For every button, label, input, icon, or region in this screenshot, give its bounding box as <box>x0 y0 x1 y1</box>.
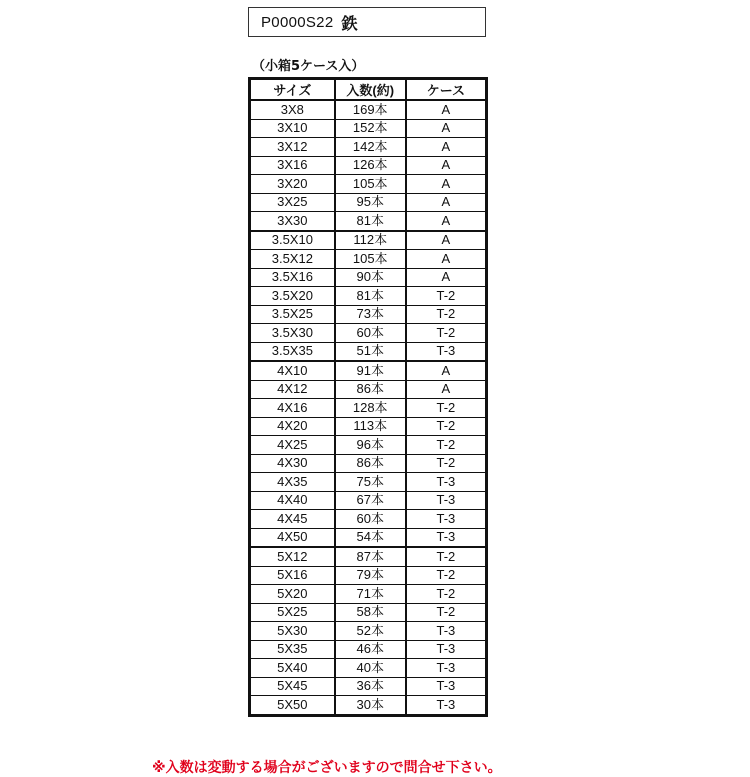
quantity-cell: 54本 <box>335 528 406 547</box>
case-cell: T-2 <box>406 399 487 418</box>
table-row <box>250 119 487 138</box>
case-cell: T-3 <box>406 491 487 510</box>
case-cell: T-3 <box>406 528 487 547</box>
table-row <box>250 361 487 380</box>
size-cell: 4X25 <box>250 436 335 455</box>
quantity-cell: 126本 <box>335 156 406 175</box>
size-cell: 5X30 <box>250 622 335 641</box>
case-cell: A <box>406 268 487 287</box>
case-cell: A <box>406 361 487 380</box>
quantity-cell: 142本 <box>335 138 406 157</box>
quantity-cell: 87本 <box>335 547 406 566</box>
size-cell: 5X50 <box>250 696 335 716</box>
case-cell: A <box>406 175 487 194</box>
case-cell: T-3 <box>406 622 487 641</box>
size-cell: 4X45 <box>250 510 335 529</box>
quantity-cell: 105本 <box>335 250 406 269</box>
table-row <box>250 454 487 473</box>
case-cell: T-3 <box>406 696 487 716</box>
table-row <box>250 156 487 175</box>
packaging-caption: （小箱5ケース入） <box>252 59 365 74</box>
table-row <box>250 491 487 510</box>
case-cell: A <box>406 231 487 250</box>
case-cell: A <box>406 380 487 399</box>
table-row <box>250 175 487 194</box>
quantity-cell: 36本 <box>335 677 406 696</box>
size-cell: 4X16 <box>250 399 335 418</box>
quantity-cell: 58本 <box>335 603 406 622</box>
table-row <box>250 622 487 641</box>
table-row <box>250 696 487 716</box>
case-cell: T-2 <box>406 305 487 324</box>
table-row <box>250 473 487 492</box>
size-cell: 4X10 <box>250 361 335 380</box>
case-cell: A <box>406 119 487 138</box>
quantity-cell: 52本 <box>335 622 406 641</box>
table-row <box>250 231 487 250</box>
case-cell: T-2 <box>406 454 487 473</box>
table-row <box>250 436 487 455</box>
case-cell: T-3 <box>406 510 487 529</box>
size-cell: 3X20 <box>250 175 335 194</box>
table-row <box>250 417 487 436</box>
quantity-cell: 81本 <box>335 287 406 306</box>
table-row <box>250 640 487 659</box>
size-cell: 4X50 <box>250 528 335 547</box>
size-cell: 3X10 <box>250 119 335 138</box>
table-row <box>250 287 487 306</box>
case-cell: T-2 <box>406 603 487 622</box>
table-header-row <box>250 79 487 101</box>
table-row <box>250 100 487 119</box>
size-cell: 4X35 <box>250 473 335 492</box>
size-cell: 4X30 <box>250 454 335 473</box>
size-cell: 5X45 <box>250 677 335 696</box>
case-cell: T-2 <box>406 287 487 306</box>
quantity-cell: 86本 <box>335 454 406 473</box>
quantity-cell: 128本 <box>335 399 406 418</box>
case-cell: T-2 <box>406 417 487 436</box>
quantity-cell: 96本 <box>335 436 406 455</box>
quantity-cell: 40本 <box>335 659 406 678</box>
table-row <box>250 585 487 604</box>
quantity-cell: 60本 <box>335 324 406 343</box>
case-cell: T-2 <box>406 585 487 604</box>
table-row <box>250 324 487 343</box>
size-cell: 3.5X10 <box>250 231 335 250</box>
size-cell: 3X30 <box>250 212 335 231</box>
case-cell: T-3 <box>406 677 487 696</box>
header-quantity: 入数(約) <box>335 79 406 101</box>
quantity-cell: 95本 <box>335 193 406 212</box>
size-cell: 3.5X35 <box>250 342 335 361</box>
case-cell: A <box>406 212 487 231</box>
quantity-cell: 46本 <box>335 640 406 659</box>
case-cell: T-3 <box>406 342 487 361</box>
case-cell: T-3 <box>406 659 487 678</box>
quantity-cell: 67本 <box>335 491 406 510</box>
table-row <box>250 193 487 212</box>
quantity-cell: 169本 <box>335 100 406 119</box>
size-cell: 4X40 <box>250 491 335 510</box>
size-cell: 5X35 <box>250 640 335 659</box>
product-header <box>248 7 486 37</box>
size-cell: 4X12 <box>250 380 335 399</box>
case-cell: T-3 <box>406 473 487 492</box>
quantity-cell: 91本 <box>335 361 406 380</box>
case-cell: A <box>406 193 487 212</box>
table-row <box>250 138 487 157</box>
table-row <box>250 677 487 696</box>
quantity-cell: 73本 <box>335 305 406 324</box>
table-row <box>250 305 487 324</box>
quantity-cell: 90本 <box>335 268 406 287</box>
case-cell: T-2 <box>406 566 487 585</box>
table-row <box>250 342 487 361</box>
table-row <box>250 603 487 622</box>
table-row <box>250 268 487 287</box>
size-cell: 3.5X16 <box>250 268 335 287</box>
product-code: P0000S22 <box>261 13 334 31</box>
quantity-cell: 105本 <box>335 175 406 194</box>
quantity-cell: 51本 <box>335 342 406 361</box>
size-cell: 3X12 <box>250 138 335 157</box>
size-cell: 3X8 <box>250 100 335 119</box>
quantity-cell: 79本 <box>335 566 406 585</box>
case-cell: T-2 <box>406 324 487 343</box>
quantity-note: ※入数は変動する場合がございますので問合せ下さい。 <box>152 760 502 776</box>
quantity-cell: 112本 <box>335 231 406 250</box>
size-cell: 5X25 <box>250 603 335 622</box>
size-cell: 5X16 <box>250 566 335 585</box>
table-row <box>250 380 487 399</box>
table-row <box>250 547 487 566</box>
quantity-cell: 152本 <box>335 119 406 138</box>
size-cell: 3X25 <box>250 193 335 212</box>
table-body <box>250 100 487 715</box>
size-cell: 3.5X30 <box>250 324 335 343</box>
case-cell: T-2 <box>406 436 487 455</box>
quantity-cell: 86本 <box>335 380 406 399</box>
size-cell: 5X12 <box>250 547 335 566</box>
table-row <box>250 510 487 529</box>
size-cell: 3.5X20 <box>250 287 335 306</box>
case-cell: T-2 <box>406 547 487 566</box>
size-cell: 3.5X12 <box>250 250 335 269</box>
size-cell: 5X40 <box>250 659 335 678</box>
spec-table <box>248 77 488 717</box>
size-cell: 3X16 <box>250 156 335 175</box>
table-row <box>250 212 487 231</box>
table-row <box>250 250 487 269</box>
quantity-cell: 75本 <box>335 473 406 492</box>
table-row <box>250 566 487 585</box>
quantity-cell: 113本 <box>335 417 406 436</box>
case-cell: A <box>406 138 487 157</box>
table-row <box>250 659 487 678</box>
quantity-cell: 30本 <box>335 696 406 716</box>
quantity-cell: 71本 <box>335 585 406 604</box>
size-cell: 3.5X25 <box>250 305 335 324</box>
material-label: 鉄 <box>341 13 358 33</box>
case-cell: A <box>406 100 487 119</box>
case-cell: T-3 <box>406 640 487 659</box>
table-row <box>250 399 487 418</box>
table-row <box>250 528 487 547</box>
header-case: ケース <box>406 79 487 101</box>
case-cell: A <box>406 156 487 175</box>
case-cell: A <box>406 250 487 269</box>
quantity-cell: 60本 <box>335 510 406 529</box>
size-cell: 5X20 <box>250 585 335 604</box>
size-cell: 4X20 <box>250 417 335 436</box>
quantity-cell: 81本 <box>335 212 406 231</box>
header-size: サイズ <box>250 79 335 101</box>
